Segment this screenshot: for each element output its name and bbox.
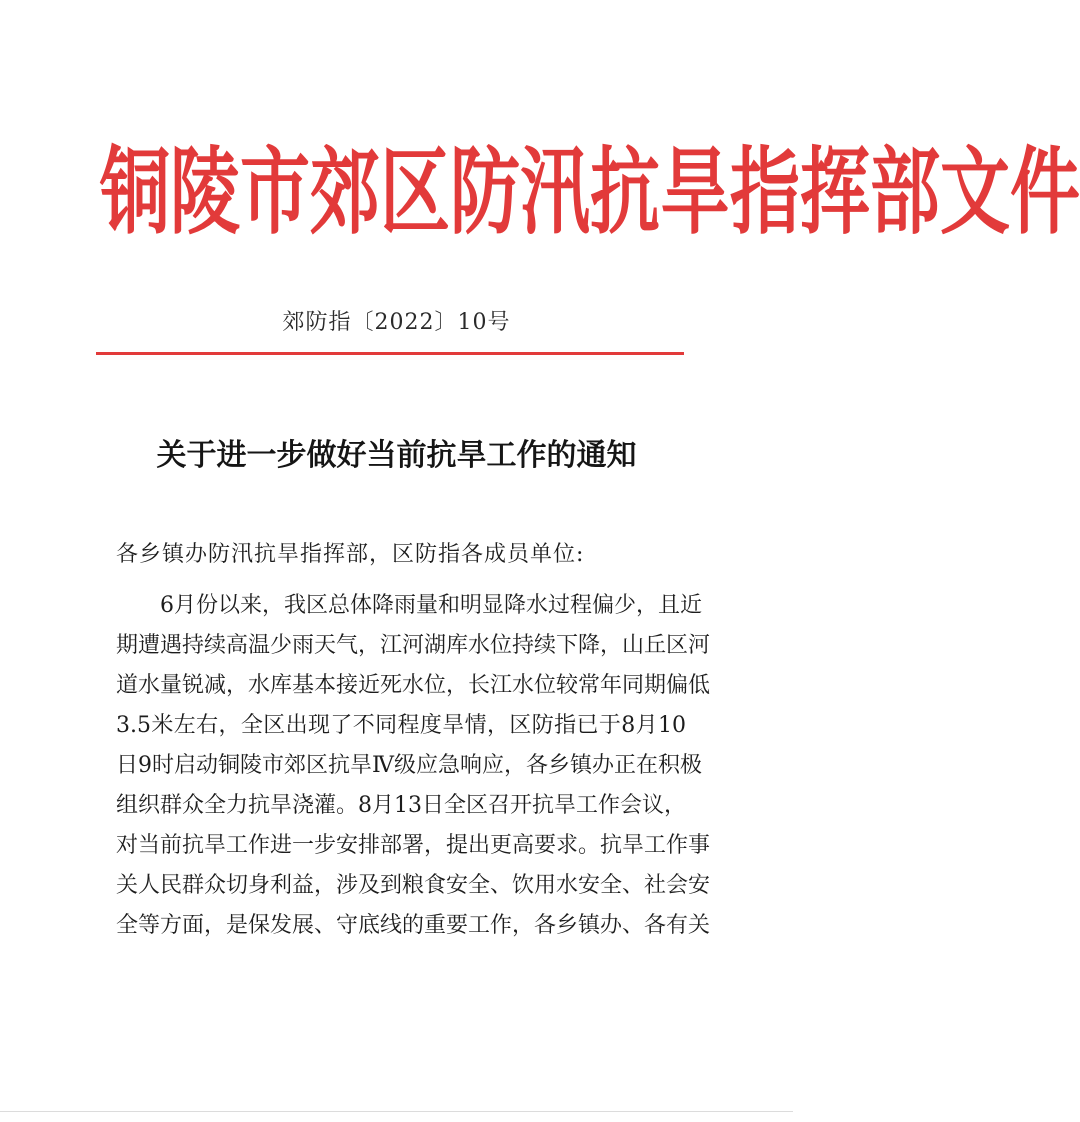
- red-divider: [96, 352, 684, 355]
- body-line: 期遭遇持续高温少雨天气，江河湖库水位持续下降，山丘区河: [116, 633, 711, 658]
- document-title: 关于进一步做好当前抗旱工作的通知: [156, 438, 637, 473]
- masthead-title: [100, 135, 1080, 248]
- masthead-char: 旱: [660, 135, 730, 248]
- body-line: 日9时启动铜陵市郊区抗旱Ⅳ级应急响应，各乡镇办正在积极: [116, 753, 702, 778]
- masthead-char: 市: [240, 135, 310, 248]
- masthead-char: 抗: [590, 135, 660, 248]
- masthead-char: 文: [940, 135, 1010, 248]
- document-number: 郊防指〔2022〕10号: [282, 310, 511, 335]
- body-paragraph: [116, 586, 711, 946]
- masthead-char: 挥: [800, 135, 870, 248]
- masthead-char: 陵: [170, 135, 240, 248]
- masthead-char: 汛: [520, 135, 590, 248]
- masthead-char: 铜: [100, 135, 170, 248]
- salutation: 各乡镇办防汛抗旱指挥部，区防指各成员单位:: [116, 542, 585, 567]
- masthead-char: 部: [870, 135, 940, 248]
- body-line: 3.5米左右，全区出现了不同程度旱情，区防指已于8月10: [116, 713, 686, 738]
- masthead-char: 防: [450, 135, 520, 248]
- body-line: 对当前抗旱工作进一步安排部署，提出更高要求。抗旱工作事: [116, 833, 711, 858]
- masthead-char: 指: [730, 135, 800, 248]
- body-line: 道水量锐减，水库基本接近死水位，长江水位较常年同期偏低: [116, 673, 711, 698]
- body-line: 组织群众全力抗旱浇灌。8月13日全区召开抗旱工作会议，: [116, 793, 686, 818]
- body-line: 6月份以来，我区总体降雨量和明显降水过程偏少，且近: [160, 593, 702, 618]
- body-line: 全等方面，是保发展、守底线的重要工作，各乡镇办、各有关: [116, 913, 711, 938]
- body-line: 关人民群众切身利益，涉及到粮食安全、饮用水安全、社会安: [116, 873, 711, 898]
- masthead-char: 区: [380, 135, 450, 248]
- masthead-char: 件: [1010, 135, 1080, 248]
- masthead-char: 郊: [310, 135, 380, 248]
- page-bottom-edge: [0, 1111, 793, 1112]
